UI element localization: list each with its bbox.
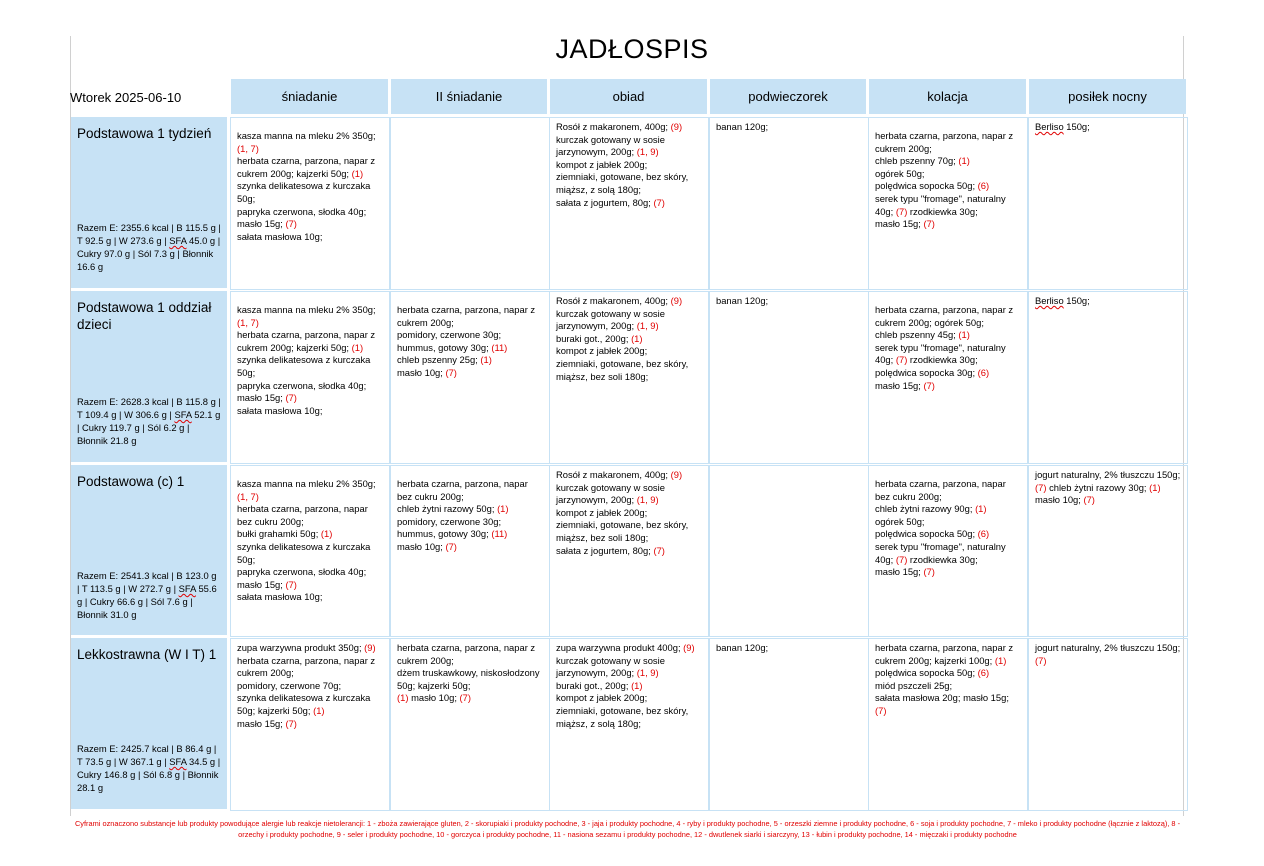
menu-item: dżem truskawkowy, niskosłodzony 50g; kajzerki 50g; [397, 667, 540, 691]
allergen-code: (1, 9) [636, 146, 659, 158]
allergen-code: (1, 7) [237, 490, 259, 502]
menu-item: sałata z jogurtem, 80g; (7) [556, 196, 665, 208]
menu-item: herbata czarna, parzona, napar z cukrem 200g; kajzerki 50g; (1) [237, 329, 376, 353]
menu-item: sałata masłowa 10g; [237, 591, 323, 603]
menu-cell-second-breakfast [390, 638, 550, 811]
allergen-code: (7) [285, 218, 297, 230]
menu-item: polędwica sopocka 50g; (6) [875, 667, 990, 679]
menu-item: hummus, gotowy 30g; (11) [397, 528, 508, 540]
allergen-code: (7) [895, 354, 908, 366]
allergen-code: (9) [364, 642, 376, 653]
allergen-code: (9) [670, 469, 683, 480]
menu-item: herbata czarna, parzona, napar bez cukru 200g; [237, 503, 368, 527]
allergen-code: (1) [313, 704, 325, 716]
allergen-code: (1) [975, 503, 987, 515]
menu-item: zupa warzywna produkt 350g; (9) [237, 642, 376, 653]
menu-item: kompot z jabłek 200g; [556, 692, 648, 704]
allergen-code: (1) [351, 167, 364, 179]
menu-cell-breakfast [230, 117, 390, 290]
menu-item: chleb pszenny 70g; (1) [875, 155, 970, 167]
allergen-code: (7) [653, 196, 665, 208]
menu-item: pomidory, czerwone 70g; [237, 679, 342, 691]
menu-item: masło 15g; (7) [237, 717, 297, 729]
menu-item: kasza manna na mleku 2% 350g; (1, 7) [237, 130, 376, 154]
menu-cell-night-meal [1028, 638, 1188, 811]
menu-item: jogurt naturalny, 2% tłuszczu 150g; (7) chleb żytni razowy 30g; (1) masło 10g; (7) [1035, 469, 1181, 506]
menu-item: herbata czarna, parzona, napar z cukrem 200g; kajzerki 50g; (1) [237, 155, 376, 179]
diet-row-label [71, 291, 227, 462]
allergen-code: (7) [445, 366, 457, 378]
allergen-code: (7) [1035, 654, 1047, 666]
allergen-code: (9) [670, 121, 683, 132]
menu-cell-night-meal [1028, 117, 1188, 290]
menu-item: banan 120g; [716, 121, 769, 132]
allergen-code: (1) [351, 341, 364, 353]
allergen-code: (7) [923, 218, 935, 230]
menu-item: hummus, gotowy 30g; (11) [397, 341, 508, 353]
menu-item: masło 15g; (7) [875, 379, 935, 391]
menu-cell-supper [868, 638, 1028, 811]
allergen-code: (1, 9) [636, 320, 659, 332]
allergen-code: (1) [480, 354, 492, 366]
menu-item: ziemniaki, gotowane, bez skóry, miąższ, bez soli 180g; [556, 519, 689, 543]
diet-row-label [71, 638, 227, 809]
menu-item: papryka czerwona, słodka 40g; [237, 379, 367, 391]
allergen-code: (7) [1083, 494, 1095, 506]
menu-cell-second-breakfast [390, 291, 550, 464]
menu-cell-afternoon-snack [709, 291, 869, 464]
allergen-code: (11) [491, 528, 508, 540]
menu-item: serek typu "fromage", naturalny 40g; (7) rzodkiewka 30g; [875, 540, 1006, 565]
menu-item: kasza manna na mleku 2% 350g; (1, 7) [237, 478, 376, 502]
allergen-code: (1) [958, 155, 970, 167]
menu-item: Rosół z makaronem, 400g; (9) [556, 121, 683, 132]
menu-item: papryka czerwona, słodka 40g; [237, 566, 367, 578]
menu-item: herbata czarna, parzona, napar bez cukru 200g; [875, 478, 1006, 502]
menu-item: kompot z jabłek 200g; [556, 158, 648, 170]
menu-item: polędwica sopocka 50g; (6) [875, 180, 990, 192]
menu-item: szynka delikatesowa z kurczaka 50g; kajzerki 50g; (1) [237, 692, 371, 716]
menu-cell-second-breakfast [390, 465, 550, 637]
allergen-code: (6) [977, 366, 990, 378]
diet-row-label [71, 117, 227, 288]
diet-nutrition-summary: Razem E: 2541.3 kcal | B 123.0 g | T 113.5 g | W 272.7 g | SFA 55.6 g | Cukry 66.6 g | Sól 7.6 g | Błonnik 31.0 g [77, 570, 217, 620]
menu-item: kasza manna na mleku 2% 350g; (1, 7) [237, 304, 376, 328]
allergen-code: (1, 9) [636, 494, 659, 506]
menu-item: masło 15g; (7) [875, 218, 935, 230]
menu-cell-lunch [549, 465, 709, 637]
allergen-code: (7) [285, 717, 297, 729]
menu-cell-lunch [549, 291, 709, 464]
menu-item: pomidory, czerwone 30g; [397, 515, 502, 527]
allergen-code: (7) [923, 566, 935, 578]
allergen-code: (1, 9) [636, 667, 659, 679]
menu-item: sałata masłowa 10g; [237, 230, 323, 242]
menu-item: ogórek 50g; [875, 167, 925, 179]
allergen-code: (6) [977, 667, 990, 679]
menu-item: buraki got., 200g; (1) [556, 332, 643, 344]
allergen-code: (1) [958, 329, 970, 341]
menu-item: masło 15g; (7) [237, 218, 297, 230]
allergen-code: (7) [653, 544, 665, 556]
menu-date: Wtorek 2025-06-10 [70, 90, 182, 105]
allergen-code: (1) [397, 692, 409, 704]
spellcheck-mark: Berliso [1035, 295, 1064, 306]
meal-header-afternoon-snack: podwieczorek [710, 79, 866, 114]
menu-cell-breakfast [230, 465, 390, 637]
allergen-code: (1) [497, 503, 509, 515]
meal-header-second-breakfast: II śniadanie [391, 79, 547, 114]
allergen-code: (7) [1035, 481, 1047, 493]
allergen-code: (7) [445, 540, 457, 552]
menu-item: bułki grahamki 50g; (1) [237, 528, 333, 540]
menu-item: banan 120g; [716, 295, 769, 306]
diet-name: Podstawowa 1 oddział dzieci [77, 300, 212, 332]
menu-cell-night-meal [1028, 291, 1188, 464]
diet-row-label [71, 465, 227, 635]
menu-item: sałata masłowa 10g; [237, 404, 323, 416]
allergen-code: (1) [1149, 481, 1161, 493]
menu-cell-supper [868, 291, 1028, 464]
menu-cell-breakfast [230, 638, 390, 811]
menu-cell-second-breakfast [390, 117, 550, 290]
allergen-code: (11) [491, 341, 508, 353]
menu-item: kompot z jabłek 200g; [556, 506, 648, 518]
menu-item: kurczak gotowany w sosie jarzynowym, 200g; (1, 9) [556, 481, 665, 506]
allergen-code: (1, 7) [237, 142, 259, 154]
page-title: JADŁOSPIS [555, 34, 709, 64]
menu-cell-afternoon-snack [709, 465, 869, 637]
allergen-code: (1) [631, 332, 643, 344]
spellcheck-mark: Berliso [1035, 121, 1064, 132]
allergen-code: (7) [285, 578, 297, 590]
menu-item: papryka czerwona, słodka 40g; [237, 205, 367, 217]
diet-nutrition-summary: Razem E: 2425.7 kcal | B 86.4 g | T 73.5 g | W 367.1 g | SFA 34.5 g | Cukry 146.8 g | Sól 6.8 g | Błonnik 28.1 g [77, 743, 221, 793]
allergen-code: (1) [320, 528, 333, 540]
spellcheck-mark: SFA [178, 583, 196, 594]
menu-item: chleb żytni razowy 90g; (1) [875, 503, 987, 515]
menu-item: sałata masłowa 20g; masło 15g; [875, 692, 1009, 704]
menu-item: Berliso 150g; [1035, 295, 1090, 306]
allergen-code: (7) [895, 553, 908, 565]
menu-cell-afternoon-snack [709, 638, 869, 811]
menu-item: herbata czarna, parzona, napar bez cukru 200g; [397, 478, 528, 502]
allergen-code: (6) [977, 180, 990, 192]
menu-item: herbata czarna, parzona, napar z cukrem 200g; kajzerki 100g; (1) [875, 642, 1014, 666]
menu-item: ogórek 50g; [875, 515, 925, 527]
menu-cell-breakfast [230, 291, 390, 464]
menu-item: chleb pszenny 45g; (1) [875, 329, 970, 341]
menu-item: ziemniaki, gotowane, bez skóry, miąższ, bez soli 180g; [556, 357, 689, 382]
allergen-code: (1) [994, 654, 1007, 666]
menu-item: sałata z jogurtem, 80g; (7) [556, 544, 665, 556]
diet-nutrition-summary: Razem E: 2355.6 kcal | B 115.5 g | T 92.5 g | W 273.6 g | SFA 45.0 g | Cukry 97.0 g | Sól 7.3 g | Błonnik 16.6 g [77, 222, 221, 272]
meal-header-breakfast: śniadanie [231, 79, 388, 114]
menu-item: zupa warzywna produkt 400g; (9) [556, 642, 695, 653]
menu-item: szynka delikatesowa z kurczaka 50g; [237, 180, 371, 204]
menu-cell-supper [868, 465, 1028, 637]
meal-header-night-meal: posiłek nocny [1029, 79, 1186, 114]
menu-item: miód pszczeli 25g; [875, 679, 953, 691]
menu-item: polędwica sopocka 50g; (6) [875, 528, 990, 540]
allergen-code: (7) [895, 205, 908, 217]
menu-item: kompot z jabłek 200g; [556, 345, 648, 357]
menu-item: herbata czarna, parzona, napar z cukrem 200g; [397, 304, 536, 328]
menu-item: Rosół z makaronem, 400g; (9) [556, 295, 683, 306]
meal-header-supper: kolacja [869, 79, 1026, 114]
menu-item: masło 15g; (7) [237, 392, 297, 404]
menu-item: herbata czarna, parzona, napar z cukrem 200g; [237, 654, 376, 679]
menu-item: masło 10g; (7) [397, 540, 457, 552]
menu-item: szynka delikatesowa z kurczaka 50g; [237, 540, 371, 565]
menu-item: masło 15g; (7) [875, 566, 935, 578]
menu-item: ziemniaki, gotowane, bez skóry, miąższ, z solą 180g; [556, 171, 689, 195]
menu-item: szynka delikatesowa z kurczaka 50g; [237, 354, 371, 378]
menu-item: kurczak gotowany w sosie jarzynowym, 200g; (1, 9) [556, 654, 665, 679]
menu-item: herbata czarna, parzona, napar z cukrem 200g; [875, 130, 1014, 154]
allergen-footnote: Cyframi oznaczono substancje lub produkty powodujące alergie lub reakcje nietolerancji: 1 - zboża zawierające gluten, 2 - skorupiaki i produkty pochodne, 3 - jaja i produkty pochodne, 4 - ryby i produkty pochodne, 5 - orzeszki ziemne i produkty pochodne, 6 - soja i produkty pochodne, 7 - mleko i produkty pochodne (łącznie z laktozą), 8 - orzechy i produkty pochodne, 9 - seler i produkty pochodne, 10 - gorczyca i produkty pochodne, 11 - nasiona sezamu i produkty pochodne, 12 - dwutlenek siarki i siarczyny, 13 - łubin i produkty pochodne, 14 - mięczaki i produkty pochodne [74, 819, 1181, 839]
diet-name: Podstawowa 1 tydzień [77, 126, 212, 141]
menu-cell-lunch [549, 638, 709, 811]
menu-item: serek typu "fromage", naturalny 40g; (7) rzodkiewka 30g; [875, 192, 1006, 217]
menu-item: masło 10g; (7) [397, 366, 457, 378]
allergen-code: (7) [875, 704, 887, 716]
diet-nutrition-summary: Razem E: 2628.3 kcal | B 115.8 g | T 109.4 g | W 306.6 g | SFA 52.1 g | Cukry 119.7 g | Sól 6.2 g | Błonnik 21.8 g [77, 396, 221, 446]
spellcheck-mark: SFA [174, 409, 192, 420]
allergen-code: (7) [285, 392, 297, 404]
allergen-code: (9) [670, 295, 683, 306]
menu-item: ziemniaki, gotowane, bez skóry, miąższ, z solą 180g; [556, 704, 689, 729]
allergen-code: (1) [631, 679, 643, 691]
menu-item: buraki got., 200g; (1) [556, 679, 643, 691]
menu-cell-night-meal [1028, 465, 1188, 637]
allergen-code: (9) [683, 642, 695, 653]
menu-item: pomidory, czerwone 30g; [397, 329, 502, 341]
diet-name: Lekkostrawna (W I T) 1 [77, 647, 217, 662]
menu-item: chleb pszenny 25g; (1) [397, 354, 492, 366]
meal-header-lunch: obiad [550, 79, 707, 114]
menu-item: jogurt naturalny, 2% tłuszczu 150g; (7) [1035, 642, 1181, 666]
menu-cell-afternoon-snack [709, 117, 869, 290]
menu-item: banan 120g; [716, 642, 769, 653]
menu-item: chleb żytni razowy 50g; (1) [397, 503, 509, 515]
spellcheck-mark: SFA [169, 756, 187, 767]
menu-item: herbata czarna, parzona, napar z cukrem 200g; ogórek 50g; [875, 304, 1014, 328]
menu-item: Berliso 150g; [1035, 121, 1090, 132]
menu-item: masło 15g; (7) [237, 578, 297, 590]
menu-item: kurczak gotowany w sosie jarzynowym, 200g; (1, 9) [556, 133, 665, 158]
allergen-code: (7) [923, 379, 935, 391]
menu-item [875, 705, 1021, 718]
menu-item: Rosół z makaronem, 400g; (9) [556, 469, 683, 480]
allergen-code: (1, 7) [237, 316, 259, 328]
allergen-code: (7) [459, 692, 472, 704]
menu-item: kurczak gotowany w sosie jarzynowym, 200g; (1, 9) [556, 307, 665, 332]
spellcheck-mark: SFA [169, 235, 187, 246]
menu-item: serek typu "fromage", naturalny 40g; (7) rzodkiewka 30g; [875, 341, 1006, 366]
menu-item: herbata czarna, parzona, napar z cukrem 200g; [397, 642, 536, 666]
menu-cell-lunch [549, 117, 709, 290]
allergen-code: (6) [977, 528, 990, 540]
menu-item: polędwica sopocka 30g; (6) [875, 366, 990, 378]
diet-name: Podstawowa (c) 1 [77, 474, 185, 489]
menu-item: (1) masło 10g; (7) [397, 692, 472, 704]
menu-cell-supper [868, 117, 1028, 290]
